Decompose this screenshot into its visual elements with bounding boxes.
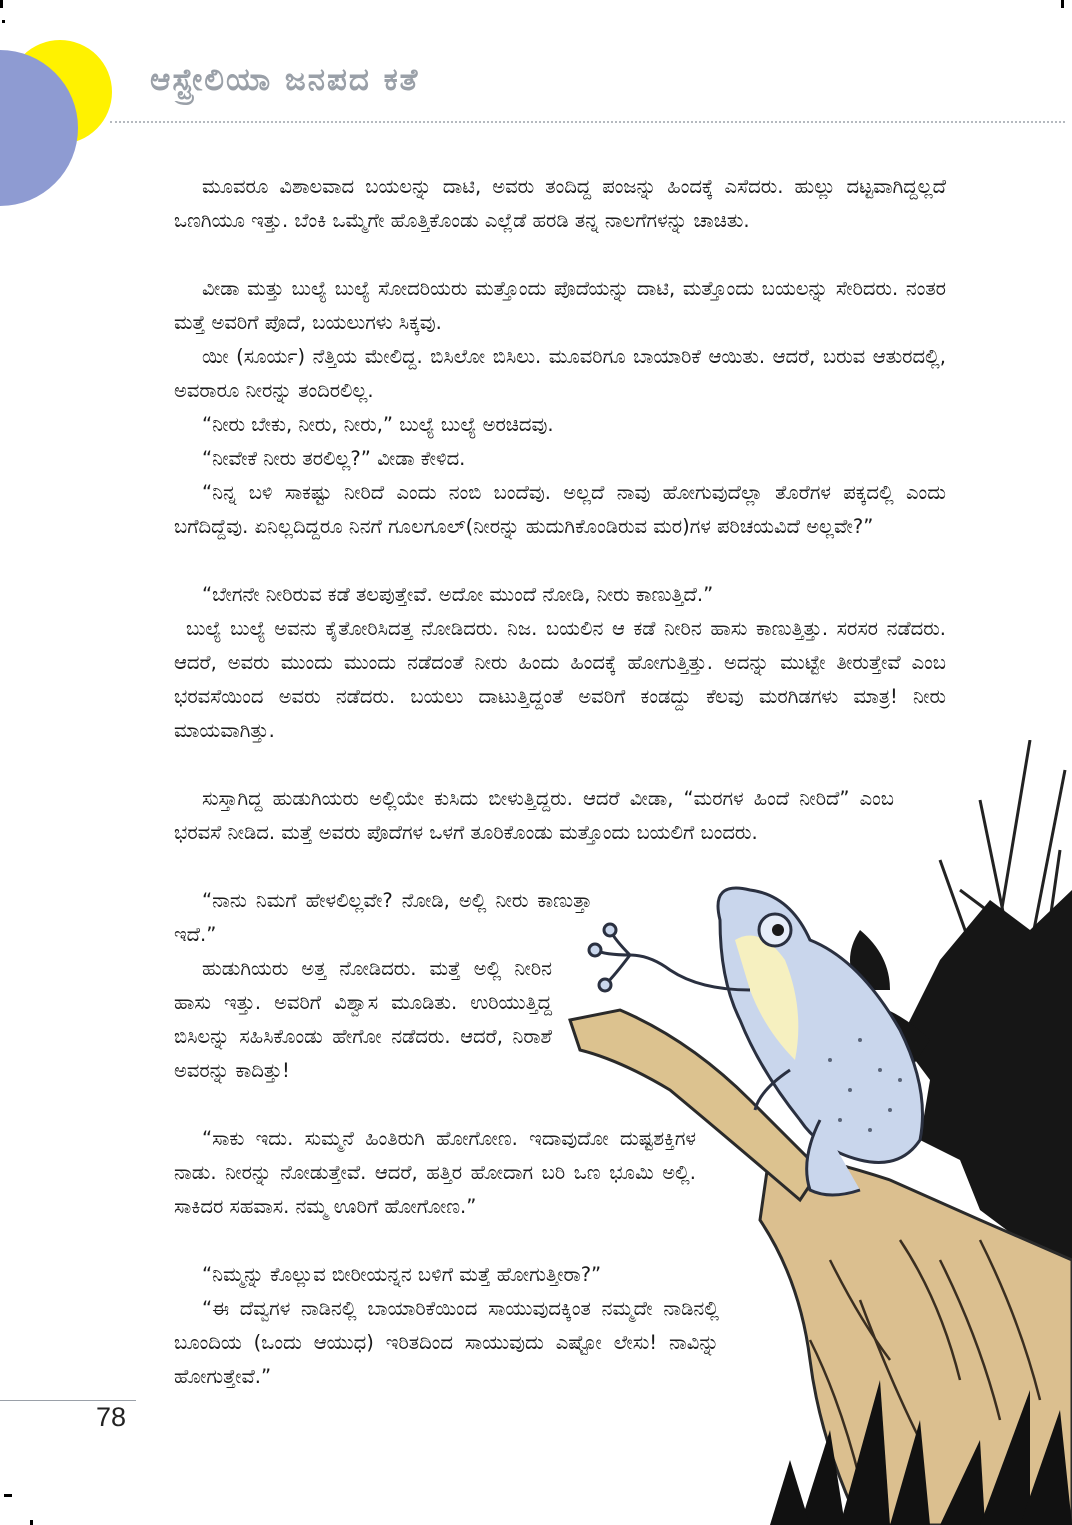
crop-mark (1061, 0, 1064, 8)
paragraph-12: “ಸಾಕು ಇದು. ಸುಮ್ಮನೆ ಹಿಂತಿರುಗಿ ಹೋಗೋಣ. ಇದಾವುದೋ ದುಷ್ಟಶಕ್ತಿಗಳ ನಾಡು. ನೀರನ್ನು ನೋಡುತ್ತೇವೆ. ಆದರೆ, ಹತ್ತಿರ ಹೋದಾಗ ಬರಿ ಒಣ ಭೂಮಿ ಅಲ್ಲಿ. ಸಾಕಿದರ ಸಹವಾಸ. ನಮ್ಮ ಊರಿಗೆ ಹೋಗೋಣ.” (174, 1127, 696, 1218)
paragraph-11: ಹುಡುಗಿಯರು ಅತ್ತ ನೋಡಿದರು. ಮತ್ತೆ ಅಲ್ಲಿ ನೀರಿನ ಹಾಸು ಇತ್ತು. ಅವರಿಗೆ ವಿಶ್ವಾಸ ಮೂಡಿತು. ಉರಿಯುತ್ತಿದ್ದ ಬಿಸಿಲನ್ನು ಸಹಿಸಿಕೊಂಡು ಹೇಗೋ ನಡೆದರು. ಆದರೆ, ನಿರಾಶೆ ಅವರನ್ನು ಕಾದಿತ್ತು! (174, 957, 552, 1082)
chapter-title: ಆಸ್ಟ್ರೇಲಿಯಾ ಜನಪದ ಕತೆ (150, 62, 420, 98)
paragraph-13: “ನಿಮ್ಮನ್ನು ಕೊಲ್ಲುವ ಬೀರೀಯನ್ನನ ಬಳಿಗೆ ಮತ್ತೆ ಹೋಗುತ್ತೀರಾ?” (202, 1263, 602, 1286)
paragraph-6: “ನಿನ್ನ ಬಳಿ ಸಾಕಷ್ಟು ನೀರಿದೆ ಎಂದು ನಂಬಿ ಬಂದೆವು. ಅಲ್ಲದೆ ನಾವು ಹೋಗುವುದೆಲ್ಲಾ ತೊರೆಗಳ ಪಕ್ಕದಲ್ಲಿ ಎಂದು ಬಗೆದಿದ್ದೆವು. ಏನಿಲ್ಲದಿದ್ದರೂ ನಿನಗೆ ಗೂಲಗೂಲ್(ನೀರನ್ನು ಹುದುಗಿಕೊಂಡಿರುವ ಮರ)ಗಳ ಪರಿಚಯವಿದೆ ಅಲ್ಲವೇ?” (174, 481, 946, 538)
page-number-rule (0, 1400, 136, 1401)
crop-mark (4, 1494, 12, 1497)
paragraph-8: ಬುಲ್ಯೆ ಬುಲ್ಯೆ ಅವನು ಕೈತೋರಿಸಿದತ್ತ ನೋಡಿದರು. ನಿಜ. ಬಯಲಿನ ಆ ಕಡೆ ನೀರಿನ ಹಾಸು ಕಾಣುತ್ತಿತ್ತು. ಸರಸರ ನಡೆದರು. ಆದರೆ, ಅವರು ಮುಂದು ಮುಂದು ನಡೆದಂತೆ ನೀರು ಹಿಂದು ಹಿಂದಕ್ಕೆ ಹೋಗುತ್ತಿತ್ತು. ಅದನ್ನು ಮುಟ್ಟೇ ತೀರುತ್ತೇವೆ ಎಂಬ ಭರವಸೆಯಿಂದ ಅವರು ನಡೆದರು. ಬಯಲು ದಾಟುತ್ತಿದ್ದಂತೆ ಅವರಿಗೆ ಕಂಡದ್ದು ಕೆಲವು ಮರಗಿಡಗಳು ಮಾತ್ರ! ನೀರು ಮಾಯವಾಗಿತ್ತು. (174, 617, 946, 742)
header-circles-decoration (0, 0, 130, 210)
paragraph-7: “ಬೇಗನೇ ನೀರಿರುವ ಕಡೆ ತಲಪುತ್ತೇವೆ. ಅದೋ ಮುಂದೆ ನೋಡಿ, ನೀರು ಕಾಣುತ್ತಿದೆ.” (202, 583, 714, 606)
header-dotted-rule (110, 121, 1065, 123)
paragraph-10: “ನಾನು ನಿಮಗೆ ಹೇಳಲಿಲ್ಲವೇ? ನೋಡಿ, ಅಲ್ಲಿ ನೀರು ಕಾಣುತ್ತಾ ಇದೆ.” (174, 889, 592, 946)
paragraph-5: “ನೀವೇಕೆ ನೀರು ತರಲಿಲ್ಲ?” ವೀಡಾ ಕೇಳಿದ. (202, 447, 466, 470)
paragraph-1: ಮೂವರೂ ವಿಶಾಲವಾದ ಬಯಲನ್ನು ದಾಟಿ, ಅವರು ತಂದಿದ್ದ ಪಂಜನ್ನು ಹಿಂದಕ್ಕೆ ಎಸೆದರು. ಹುಲ್ಲು ದಟ್ಟವಾಗಿದ್ದಲ್ಲದೆ ಒಣಗಿಯೂ ಇತ್ತು. ಬೆಂಕಿ ಒಮ್ಮೆಗೇ ಹೊತ್ತಿಕೊಂಡು ಎಲ್ಲೆಡೆ ಹರಡಿ ತನ್ನ ನಾಲಗೆಗಳನ್ನು ಚಾಚಿತು. (174, 175, 946, 232)
paragraph-4: “ನೀರು ಬೇಕು, ನೀರು, ನೀರು,” ಬುಲ್ಯೆ ಬುಲ್ಯೆ ಅರಚಿದವು. (202, 413, 554, 436)
crop-mark (30, 1520, 33, 1525)
paragraph-14: “ಈ ದೆವ್ವಗಳ ನಾಡಿನಲ್ಲಿ ಬಾಯಾರಿಕೆಯಿಂದ ಸಾಯುವುದಕ್ಕಿಂತ ನಮ್ಮದೇ ನಾಡಿನಲ್ಲಿ ಬೂಂದಿಯ (ಒಂದು ಆಯುಧ) ಇರಿತದಿಂದ ಸಾಯುವುದು ಎಷ್ಟೋ ಲೇಸು! ನಾವಿನ್ನು ಹೋಗುತ್ತೇವೆ.” (174, 1297, 719, 1388)
paragraph-2: ವೀಡಾ ಮತ್ತು ಬುಲ್ಯೆ ಬುಲ್ಯೆ ಸೋದರಿಯರು ಮತ್ತೊಂದು ಪೊದೆಯನ್ನು ದಾಟಿ, ಮತ್ತೊಂದು ಬಯಲನ್ನು ಸೇರಿದರು. ನಂತರ ಮತ್ತೆ ಅವರಿಗೆ ಪೊದೆ, ಬಯಲುಗಳು ಸಿಕ್ಕವು. (174, 277, 946, 334)
paragraph-9: ಸುಸ್ತಾಗಿದ್ದ ಹುಡುಗಿಯರು ಅಲ್ಲಿಯೇ ಕುಸಿದು ಬೀಳುತ್ತಿದ್ದರು. ಆದರೆ ವೀಡಾ, “ಮರಗಳ ಹಿಂದೆ ನೀರಿದೆ” ಎಂಬ ಭರವಸೆ ನೀಡಿದ. ಮತ್ತೆ ಅವರು ಪೊದೆಗಳ ಒಳಗೆ ತೂರಿಕೊಂಡು ಮತ್ತೊಂದು ಬಯಲಿಗೆ ಬಂದರು. (174, 787, 894, 844)
paragraph-3: ಯೀ (ಸೂರ್ಯ) ನೆತ್ತಿಯ ಮೇಲಿದ್ದ. ಬಿಸಿಲೋ ಬಿಸಿಲು. ಮೂವರಿಗೂ ಬಾಯಾರಿಕೆ ಆಯಿತು. ಆದರೆ, ಬರುವ ಆತುರದಲ್ಲಿ, ಅವರಾರೂ ನೀರನ್ನು ತಂದಿರಲಿಲ್ಲ. (174, 345, 946, 402)
page-number: 78 (96, 1402, 127, 1432)
